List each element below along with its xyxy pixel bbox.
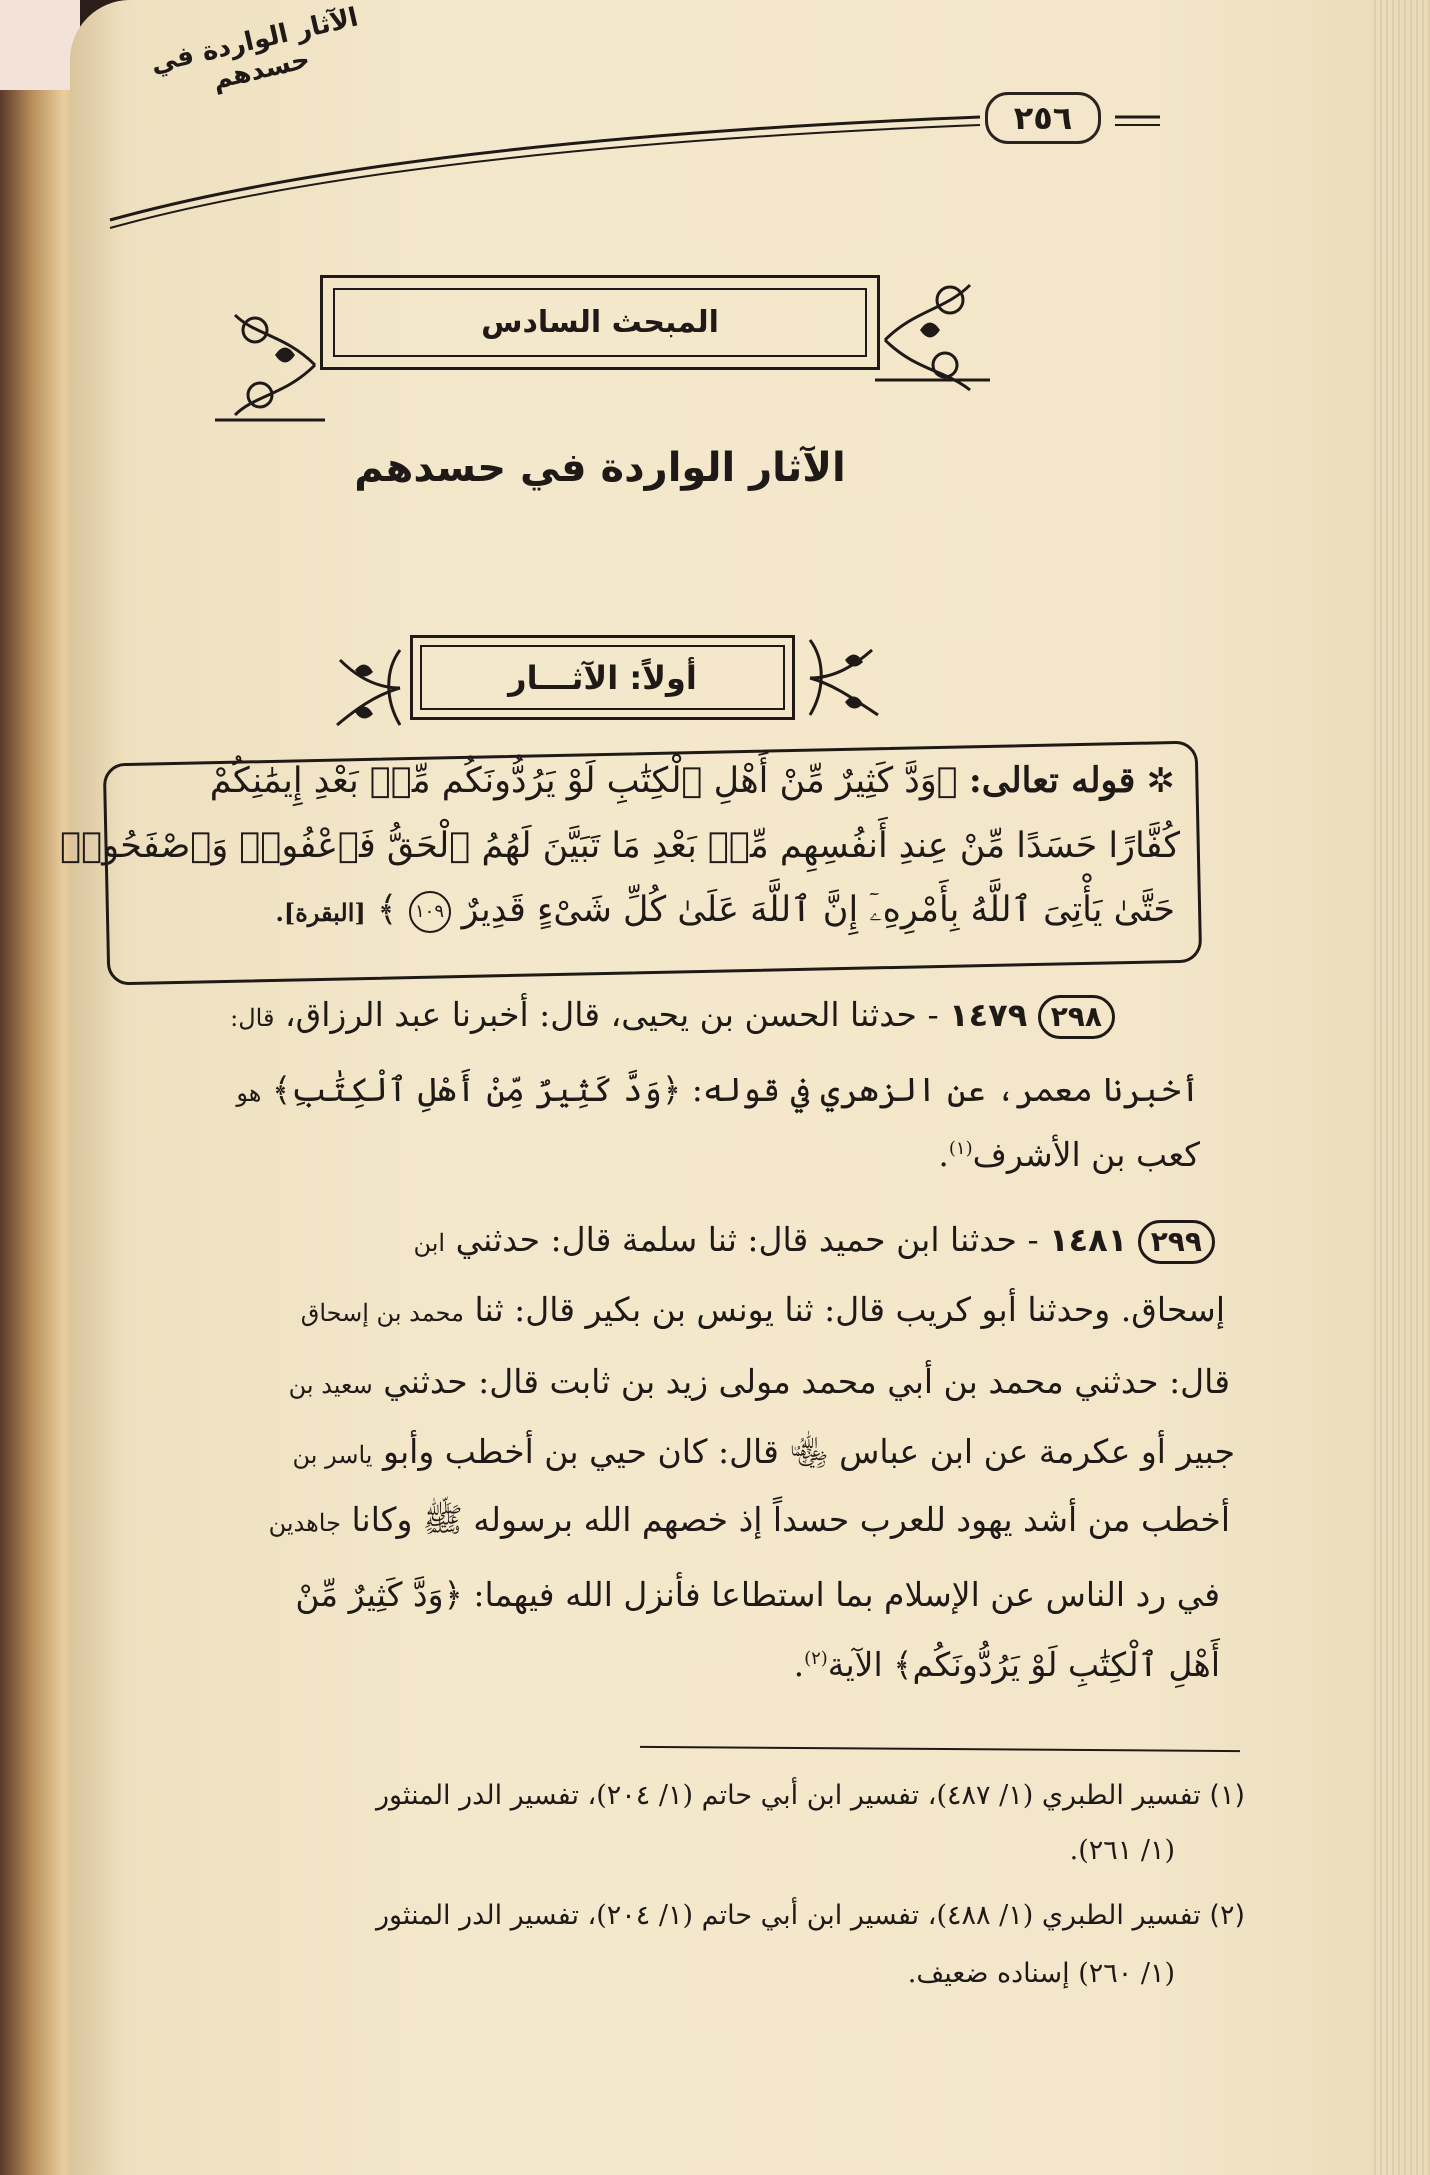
surah-name: [البقرة]. — [275, 898, 366, 927]
footnote-number: (٢) — [1209, 1900, 1245, 1931]
narration-299-line-4: جبير أو عكرمة عن ابن عباس ﵄ قال: كان حيي بن أخطب وأبو ياسر بن — [292, 1432, 1235, 1471]
page-number: ٢٥٦ — [985, 92, 1101, 144]
star-bullet-icon: ✲ — [1146, 761, 1175, 801]
verse-text-3: حَتَّىٰ يَأْتِىَ ٱللَّهُ بِأَمْرِهِۦٓ إِنَّ ٱللَّهَ عَلَىٰ كُلِّ شَىْءٍ قَدِيرٌ — [461, 890, 1175, 930]
narration-299-line-1: ٢٩٩ ١٤٨١ - حدثنا ابن حميد قال: ثنا سلمة قال: حدثني ابن — [413, 1220, 1215, 1264]
section-label: المبحث السادس — [333, 288, 867, 357]
hadith-number: ١٤٨١ — [1049, 1221, 1128, 1259]
footnote-ref: (٢) — [804, 1648, 828, 1669]
narration-299-line-5: أخطب من أشد يهود للعرب حسداً إذ خصهم الله برسوله ﷺ وكانا جاهدين — [268, 1500, 1230, 1539]
verse-line-2: كُفَّارًا حَسَدًا مِّنْ عِندِ أَنفُسِهِم مِّنۢ بَعْدِ مَا تَبَيَّنَ لَهُمُ ٱلْحَقُّ فَٱعْفُوا۟ وَٱصْفَحُوا۟ — [60, 826, 1180, 866]
subheading: أولاً: الآثـــار — [420, 645, 785, 710]
footnote-ref: (١) — [948, 1138, 973, 1159]
narration-badge: ٢٩٩ — [1138, 1220, 1215, 1264]
footnote-2-line-1: (٢) تفسير الطبري (١/ ٤٨٨)، تفسير ابن أبي حاتم (١/ ٢٠٤)، تفسير الدر المنثور — [375, 1900, 1245, 1931]
topic-title: الآثار الواردة في حسدهم — [354, 445, 846, 491]
narration-299-line-2: إسحاق. وحدثنا أبو كريب قال: ثنا يونس بن بكير قال: ثنا محمد بن إسحاق — [300, 1290, 1225, 1329]
floral-ornament-left-icon — [215, 295, 325, 435]
narration-299-line-3: قال: حدثني محمد بن أبي محمد مولى زيد بن ثابت قال: حدثني سعيد بن — [288, 1362, 1230, 1401]
narration-298-line-2: أخبرنا معمر، عن الزهري في قوله: ﴿وَدَّ كَثِيرٌ مِّنْ أَهْلِ ٱلْكِتَٰبِ﴾ هو — [236, 1070, 1200, 1109]
verse-line-3: حَتَّىٰ يَأْتِىَ ٱللَّهُ بِأَمْرِهِۦٓ إِنَّ ٱللَّهَ عَلَىٰ كُلِّ شَىْءٍ قَدِيرٌ ١٠٩ ﴾ [البقرة]. — [275, 890, 1175, 933]
narration-299-line-6: في رد الناس عن الإسلام بما استطاعا فأنزل الله فيهما: ﴿وَدَّ كَثِيرٌ مِّنْ — [295, 1575, 1220, 1614]
book-left-edge — [0, 0, 80, 2175]
footnote-number: (١) — [1209, 1780, 1245, 1811]
footnote-1-line-2: (١/ ٢٦١). — [1069, 1835, 1175, 1866]
narration-298-line-1: ٢٩٨ ١٤٧٩ - حدثنا الحسن بن يحيى، قال: أخبرنا عبد الرزاق، قال: — [230, 995, 1115, 1039]
narration-299-line-7: أَهْلِ ٱلْكِتَٰبِ لَوْ يَرُدُّونَكُم﴾ الآية$^{(٢)}$. — [793, 1645, 1220, 1684]
verse-line-1 — [210, 760, 1175, 801]
footnote-1-line-1: (١) تفسير الطبري (١/ ٤٨٧)، تفسير ابن أبي حاتم (١/ ٢٠٤)، تفسير الدر المنثور — [375, 1780, 1245, 1811]
section-label-box — [320, 275, 880, 370]
verse-lead: قوله تعالى: — [968, 760, 1136, 801]
hadith-number: ١٤٧٩ — [949, 996, 1028, 1034]
floral-ornament-right-icon — [800, 630, 890, 725]
page-stack-edges — [1370, 0, 1430, 2175]
verse-text-1: ﴿وَدَّ كَثِيرٌ مِّنْ أَهْلِ ٱلْكِتَٰبِ لَوْ يَرُدُّونَكُم مِّنۢ بَعْدِ إِيمَٰنِكُمْ — [209, 761, 958, 801]
running-head: الآثار الواردة في حسدهم — [147, 2, 362, 96]
floral-ornament-left-icon — [325, 640, 410, 735]
ayah-number: ١٠٩ — [409, 891, 451, 933]
subheading-box — [410, 635, 795, 720]
narration-badge: ٢٩٨ — [1038, 995, 1115, 1039]
narration-298-line-3: كعب بن الأشرف$^{(١)}$. — [938, 1135, 1200, 1174]
footnote-2-line-2: (١/ ٢٦٠) إسناده ضعيف. — [907, 1958, 1175, 1989]
background-surface — [0, 0, 80, 90]
floral-ornament-right-icon — [875, 270, 995, 410]
